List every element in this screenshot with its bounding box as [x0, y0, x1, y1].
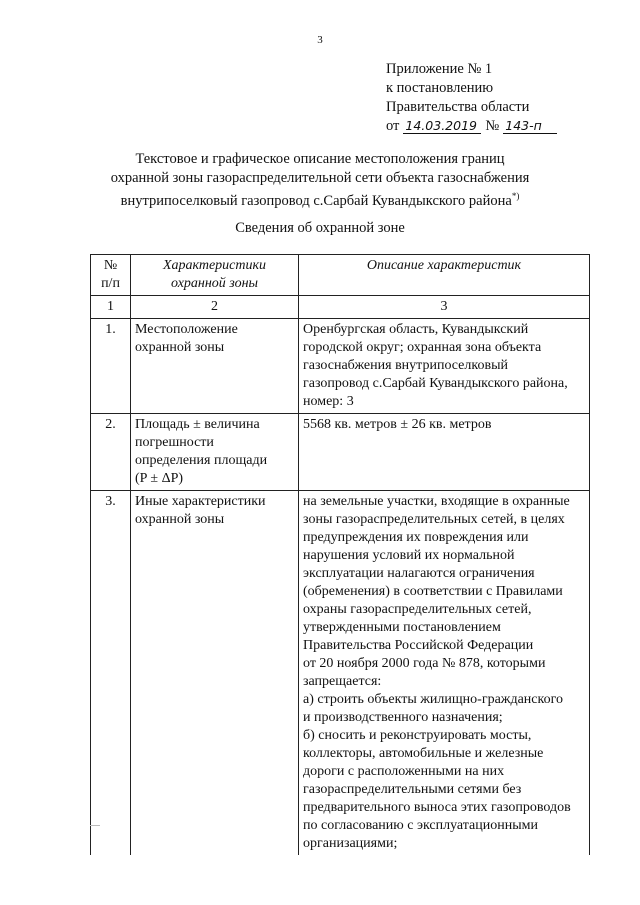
table-row — [91, 491, 590, 856]
appendix-block — [386, 60, 561, 136]
cell-line: по согласованию с эксплуатационными — [303, 818, 538, 833]
footnote-mark: *) — [511, 191, 520, 201]
cell-line: Площадь ± величина — [135, 417, 260, 432]
document-title — [60, 150, 580, 210]
appendix-date-row — [386, 117, 561, 136]
cell-line: б) сносить и реконструировать мосты, — [303, 728, 532, 743]
header-text: Характеристики — [162, 258, 267, 273]
cell-line: газораспределительными сетями без — [303, 782, 522, 797]
cell-line: утвержденными постановлением — [303, 620, 501, 635]
cell-line: газоснабжения внутрипоселковый — [303, 358, 508, 373]
table-header-row — [91, 255, 590, 296]
title-line: Текстовое и графическое описание местоположения границ — [135, 151, 505, 167]
appendix-line: Правительства области — [386, 99, 530, 115]
table-index-row — [91, 296, 590, 319]
row-number: 2. — [91, 414, 131, 491]
table-row — [91, 414, 590, 491]
cell-line: организациями; — [303, 836, 398, 851]
header-text: № — [103, 258, 118, 273]
header-num — [91, 255, 131, 296]
appendix-line: Приложение № 1 — [386, 61, 493, 77]
header-text: Описание характеристик — [366, 258, 522, 273]
row-characteristic — [131, 319, 299, 414]
row-description — [299, 414, 590, 491]
row-number: 3. — [91, 491, 131, 856]
cell-line: предупреждения их повреждения или — [303, 530, 529, 545]
index-cell: 3 — [299, 296, 590, 319]
cell-line: газопровод с.Сарбай Кувандыкского района, — [303, 376, 568, 391]
index-cell: 2 — [131, 296, 299, 319]
cell-line: охранной зоны — [135, 340, 225, 355]
cell-line: погрешности — [135, 435, 214, 450]
title-line-text: внутрипоселковый газопровод с.Сарбай Кувандыкского района — [120, 192, 512, 209]
handwritten-number: 143-п — [503, 118, 557, 134]
cell-line: номер: 3 — [303, 394, 354, 409]
cell-line: определения площади — [135, 453, 268, 468]
zone-table — [90, 254, 590, 855]
cell-line: от 20 ноября 2000 года № 878, которыми — [303, 656, 546, 671]
header-characteristic — [131, 255, 299, 296]
cell-line: дороги с расположенными на них — [303, 764, 505, 779]
cell-line: Местоположение — [135, 322, 238, 337]
appendix-line: к постановлению — [386, 80, 494, 96]
title-line — [60, 187, 580, 210]
cell-line: (обременения) в соответствии с Правилами — [303, 584, 563, 599]
cell-line: (P ± ΔP) — [135, 471, 184, 486]
header-text: охранной зоны — [170, 276, 259, 291]
table-row — [91, 319, 590, 414]
cell-line: Оренбургская область, Кувандыкский — [303, 322, 529, 337]
cell-line: коллекторы, автомобильные и железные — [303, 746, 544, 761]
cell-line: и производственного назначения; — [303, 710, 503, 725]
cell-line: Иные характеристики — [135, 494, 266, 509]
date-prefix: от — [386, 118, 400, 134]
row-characteristic — [131, 491, 299, 856]
header-description — [299, 255, 590, 296]
index-cell: 1 — [91, 296, 131, 319]
handwritten-date: 14.03.2019 — [403, 118, 481, 134]
cell-line: предварительного выноса этих газопроводов — [303, 800, 571, 815]
title-line: охранной зоны газораспределительной сети объекта газоснабжения — [110, 169, 530, 186]
cell-line: запрещается: — [303, 674, 382, 689]
cell-line: на земельные участки, входящие в охранные — [303, 494, 570, 509]
row-description — [299, 319, 590, 414]
cell-line: зоны газораспределительных сетей, в целях — [303, 512, 565, 527]
row-description — [299, 491, 590, 856]
header-text: п/п — [101, 276, 120, 291]
row-number: 1. — [91, 319, 131, 414]
scan-mark — [90, 825, 100, 826]
row-characteristic — [131, 414, 299, 491]
cell-line: охранной зоны — [135, 512, 225, 527]
page-number: 3 — [317, 34, 323, 46]
cell-line: эксплуатации налагаются ограничения — [303, 566, 535, 581]
section-title: Сведения об охранной зоне — [235, 220, 405, 236]
number-prefix: № — [485, 118, 500, 134]
cell-line: охраны газораспределительных сетей, — [303, 602, 532, 617]
cell-line: 5568 кв. метров ± 26 кв. метров — [303, 417, 492, 432]
cell-line: а) строить объекты жилищно-гражданского — [303, 692, 563, 707]
cell-line: городской округ; охранная зона объекта — [303, 340, 542, 355]
cell-line: нарушения условий их нормальной — [303, 548, 515, 563]
cell-line: Правительства Российской Федерации — [303, 638, 534, 653]
